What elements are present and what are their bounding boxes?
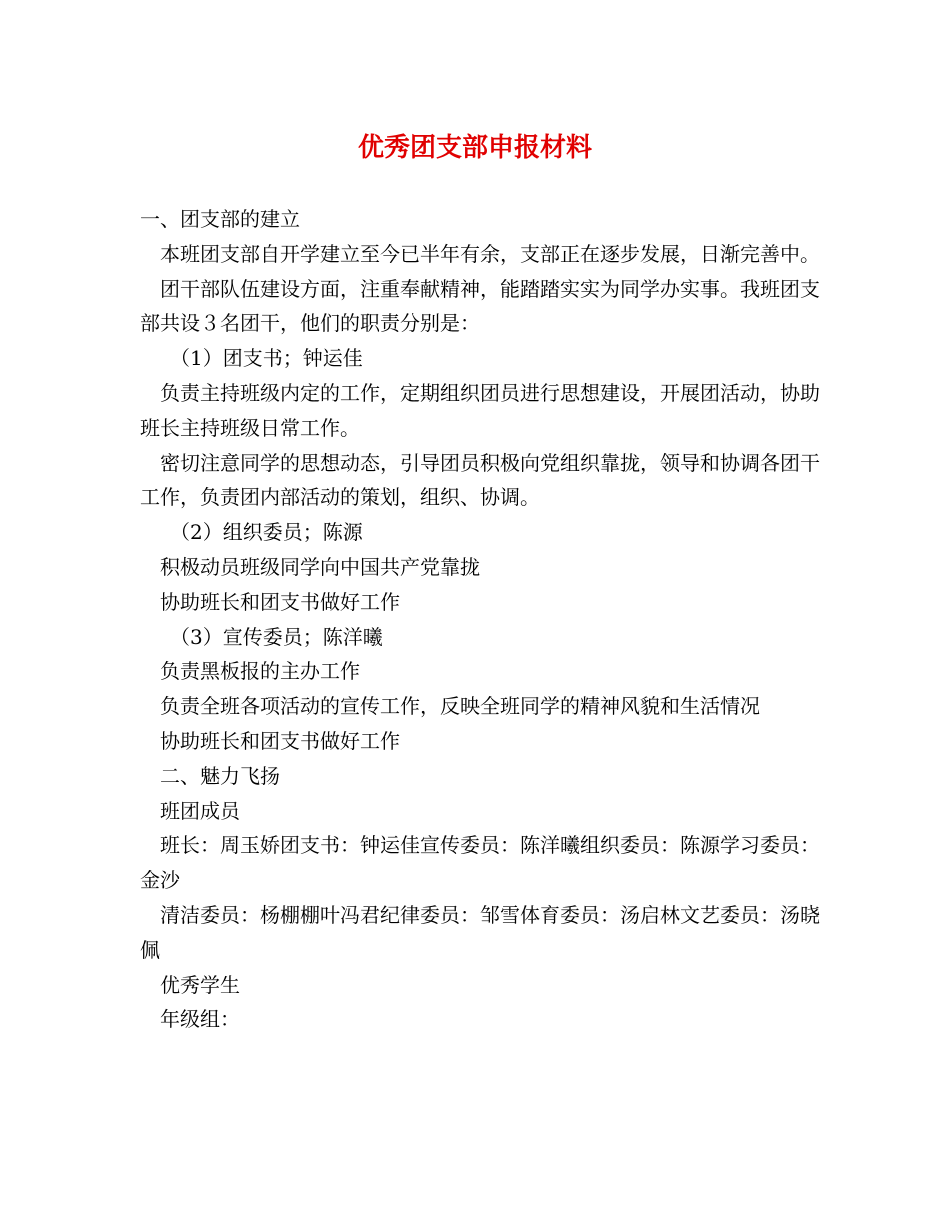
role-heading-secretary: （1）团支书；钟运佳 bbox=[170, 346, 363, 371]
paragraph-publicity-duty-1: 负责黑板报的主办工作 bbox=[160, 659, 360, 684]
paragraph-team-building: 团干部队伍建设方面，注重奉献精神，能踏踏实实为同学办实事。我班团支部共设３名团干，他们的职责分别是： bbox=[140, 276, 820, 336]
paragraph-secretary-duty-2: 密切注意同学的思想动态，引导团员积极向党组织靠拢，领导和协调各团干工作，负责团内部活动的策划，组织、协调。 bbox=[140, 450, 820, 510]
paragraph-intro: 本班团支部自开学建立至今已半年有余，支部正在逐步发展，日渐完善中。 bbox=[160, 241, 820, 266]
role-heading-publicity: （3）宣传委员；陈洋曦 bbox=[170, 624, 383, 649]
paragraph-publicity-duty-2: 负责全班各项活动的宣传工作，反映全班同学的精神风貌和生活情况 bbox=[160, 694, 760, 719]
paragraph-member-list-2: 清洁委员：杨棚棚叶冯君纪律委员：邹雪体育委员：汤启林文艺委员：汤晓佩 bbox=[140, 902, 820, 962]
paragraph-organization-duty-2: 协助班长和团支书做好工作 bbox=[160, 589, 400, 614]
section-heading-establishment: 一、团支部的建立 bbox=[140, 207, 300, 231]
role-heading-organization: （2）组织委员；陈源 bbox=[170, 520, 363, 545]
document-title: 优秀团支部申报材料 bbox=[357, 133, 592, 163]
subheading-outstanding-students: 优秀学生 bbox=[160, 972, 240, 997]
document-body bbox=[140, 202, 820, 1037]
paragraph-publicity-duty-3: 协助班长和团支书做好工作 bbox=[160, 728, 400, 753]
subheading-grade-group: 年级组： bbox=[160, 1007, 240, 1032]
subheading-class-members: 班团成员 bbox=[160, 798, 240, 823]
paragraph-organization-duty-1: 积极动员班级同学向中国共产党靠拢 bbox=[160, 554, 480, 579]
paragraph-member-list-1: 班长：周玉娇团支书：钟运佳宣传委员：陈洋曦组织委员：陈源学习委员：金沙 bbox=[140, 833, 820, 893]
section-heading-charm: 二、魅力飞扬 bbox=[160, 763, 280, 788]
paragraph-secretary-duty-1: 负责主持班级内定的工作，定期组织团员进行思想建设，开展团活动，协助班长主持班级日常工作。 bbox=[140, 380, 820, 440]
